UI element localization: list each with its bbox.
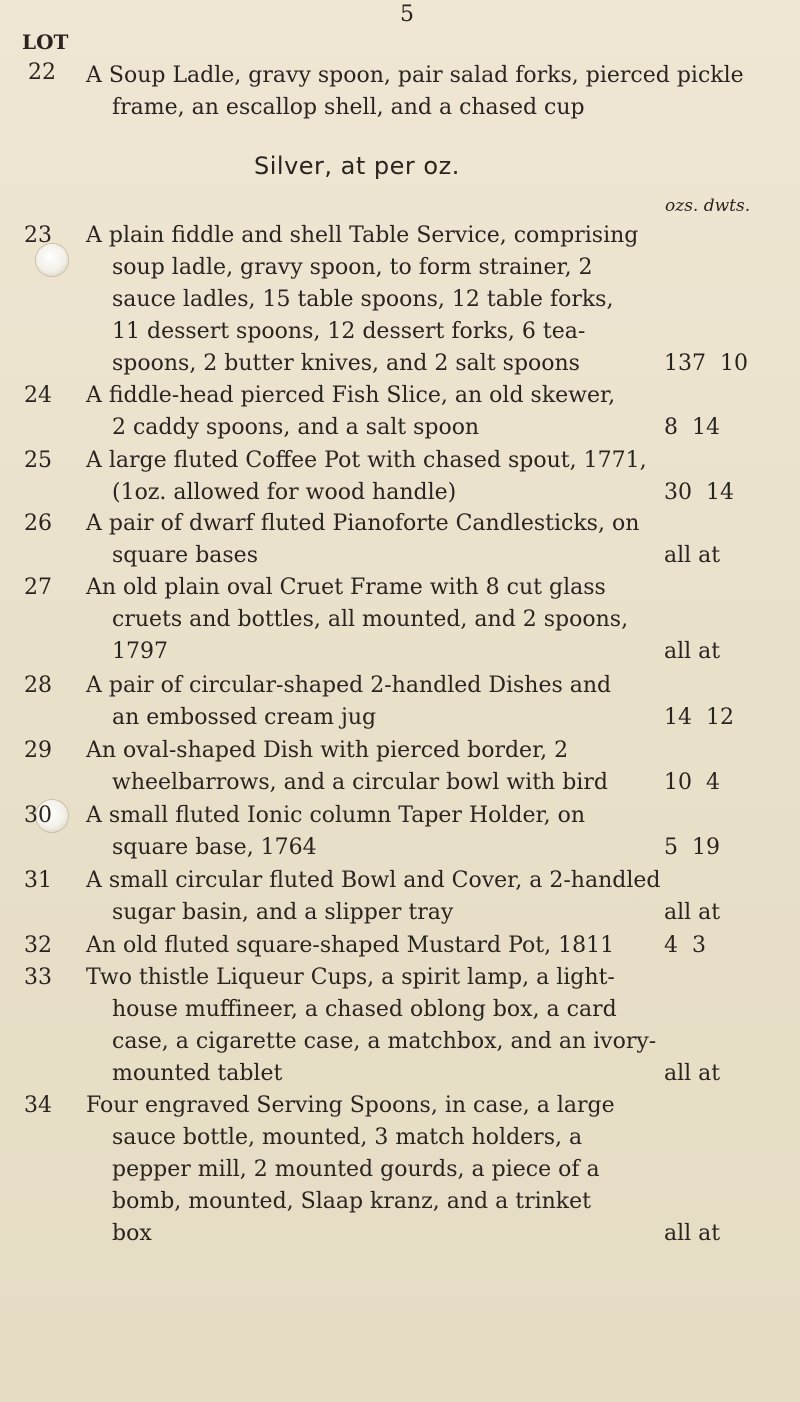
lot-price: all at bbox=[664, 543, 721, 568]
description-line: pepper mill, 2 mounted gourds, a piece of a bbox=[112, 1157, 600, 1182]
description-line: house muffineer, a chased oblong box, a card bbox=[112, 997, 617, 1022]
lot-price: 30 14 bbox=[664, 480, 734, 505]
lot-number: 27 bbox=[24, 575, 52, 600]
lot-price: 137 10 bbox=[664, 351, 748, 376]
lot-description bbox=[86, 220, 666, 380]
lot-column-header: LOT bbox=[22, 30, 69, 54]
description-line: soup ladle, gravy spoon, to form strainer, 2 bbox=[112, 255, 593, 280]
description-line: (1oz. allowed for wood handle) bbox=[112, 480, 457, 505]
description-line: box bbox=[112, 1221, 152, 1246]
description-line: Four engraved Serving Spoons, in case, a large bbox=[86, 1093, 615, 1118]
lot-price: all at bbox=[664, 1061, 721, 1086]
lot-price: 8 14 bbox=[664, 415, 720, 440]
description-line: 11 dessert spoons, 12 dessert forks, 6 tea- bbox=[112, 319, 586, 344]
lot-description bbox=[86, 60, 786, 124]
lot-number: 30 bbox=[24, 803, 52, 828]
lot-number: 24 bbox=[24, 383, 52, 408]
lot-description bbox=[86, 930, 666, 962]
description-line: spoons, 2 butter knives, and 2 salt spoons bbox=[112, 351, 580, 376]
description-line: an embossed cream jug bbox=[112, 705, 377, 730]
description-line: case, a cigarette case, a matchbox, and an ivory- bbox=[112, 1029, 657, 1054]
description-line: An oval-shaped Dish with pierced border, 2 bbox=[86, 738, 569, 763]
description-line: An old plain oval Cruet Frame with 8 cut glass bbox=[86, 575, 606, 600]
description-line: A small fluted Ionic column Taper Holder, on bbox=[86, 803, 586, 828]
description-line: A plain fiddle and shell Table Service, comprising bbox=[86, 223, 639, 248]
lot-price: 14 12 bbox=[664, 705, 734, 730]
description-line: A large fluted Coffee Pot with chased spout, 1771, bbox=[86, 448, 647, 473]
description-line: 1797 bbox=[112, 639, 168, 664]
description-line: 2 caddy spoons, and a salt spoon bbox=[112, 415, 480, 440]
lot-number: 32 bbox=[24, 933, 52, 958]
lot-description bbox=[86, 670, 666, 734]
lot-description bbox=[86, 962, 666, 1090]
lot-number: 31 bbox=[24, 868, 52, 893]
lot-price: all at bbox=[664, 1221, 721, 1246]
description-line: Two thistle Liqueur Cups, a spirit lamp, a light- bbox=[86, 965, 615, 990]
lot-price: 4 3 bbox=[664, 933, 706, 958]
lot-number: 23 bbox=[24, 223, 52, 248]
description-line: A Soup Ladle, gravy spoon, pair salad forks, pierced pickle bbox=[86, 63, 744, 88]
description-line: sauce bottle, mounted, 3 match holders, a bbox=[112, 1125, 583, 1150]
description-line: frame, an escallop shell, and a chased cup bbox=[112, 95, 585, 120]
lot-description bbox=[86, 445, 666, 509]
description-line: wheelbarrows, and a circular bowl with bird bbox=[112, 770, 608, 795]
lot-description bbox=[86, 508, 666, 572]
description-line: sauce ladles, 15 table spoons, 12 table forks, bbox=[112, 287, 614, 312]
lot-description bbox=[86, 572, 666, 668]
description-line: A pair of circular-shaped 2-handled Dishes and bbox=[86, 673, 612, 698]
description-line: cruets and bottles, all mounted, and 2 spoons, bbox=[112, 607, 629, 632]
lot-price: all at bbox=[664, 639, 721, 664]
lot-price: 5 19 bbox=[664, 835, 720, 860]
lot-description bbox=[86, 1090, 666, 1250]
lot-number: 25 bbox=[24, 448, 52, 473]
description-line: bomb, mounted, Slaap kranz, and a trinket bbox=[112, 1189, 591, 1214]
lot-description bbox=[86, 380, 666, 444]
description-line: A pair of dwarf fluted Pianoforte Candlesticks, on bbox=[86, 511, 640, 536]
section-title: Silver, at per oz. bbox=[254, 152, 460, 180]
lot-price: all at bbox=[664, 900, 721, 925]
lot-number: 28 bbox=[24, 673, 52, 698]
lot-description bbox=[86, 735, 666, 799]
lot-number: 29 bbox=[24, 738, 52, 763]
lot-description bbox=[86, 865, 666, 929]
lot-description bbox=[86, 800, 666, 864]
price-column-header: ozs. dwts. bbox=[665, 196, 751, 216]
description-line: square bases bbox=[112, 543, 258, 568]
description-line: mounted tablet bbox=[112, 1061, 283, 1086]
lot-price: 10 4 bbox=[664, 770, 720, 795]
description-line: square base, 1764 bbox=[112, 835, 317, 860]
lot-number: 33 bbox=[24, 965, 52, 990]
lot-number: 34 bbox=[24, 1093, 52, 1118]
lot-number: 26 bbox=[24, 511, 52, 536]
description-line: sugar basin, and a slipper tray bbox=[112, 900, 454, 925]
description-line: A fiddle-head pierced Fish Slice, an old skewer, bbox=[86, 383, 616, 408]
lot-number: 22 bbox=[28, 60, 56, 85]
description-line: A small circular fluted Bowl and Cover, a 2-handled bbox=[86, 868, 661, 893]
page-number: 5 bbox=[400, 2, 414, 27]
description-line: An old fluted square-shaped Mustard Pot, 1811 bbox=[86, 933, 615, 958]
